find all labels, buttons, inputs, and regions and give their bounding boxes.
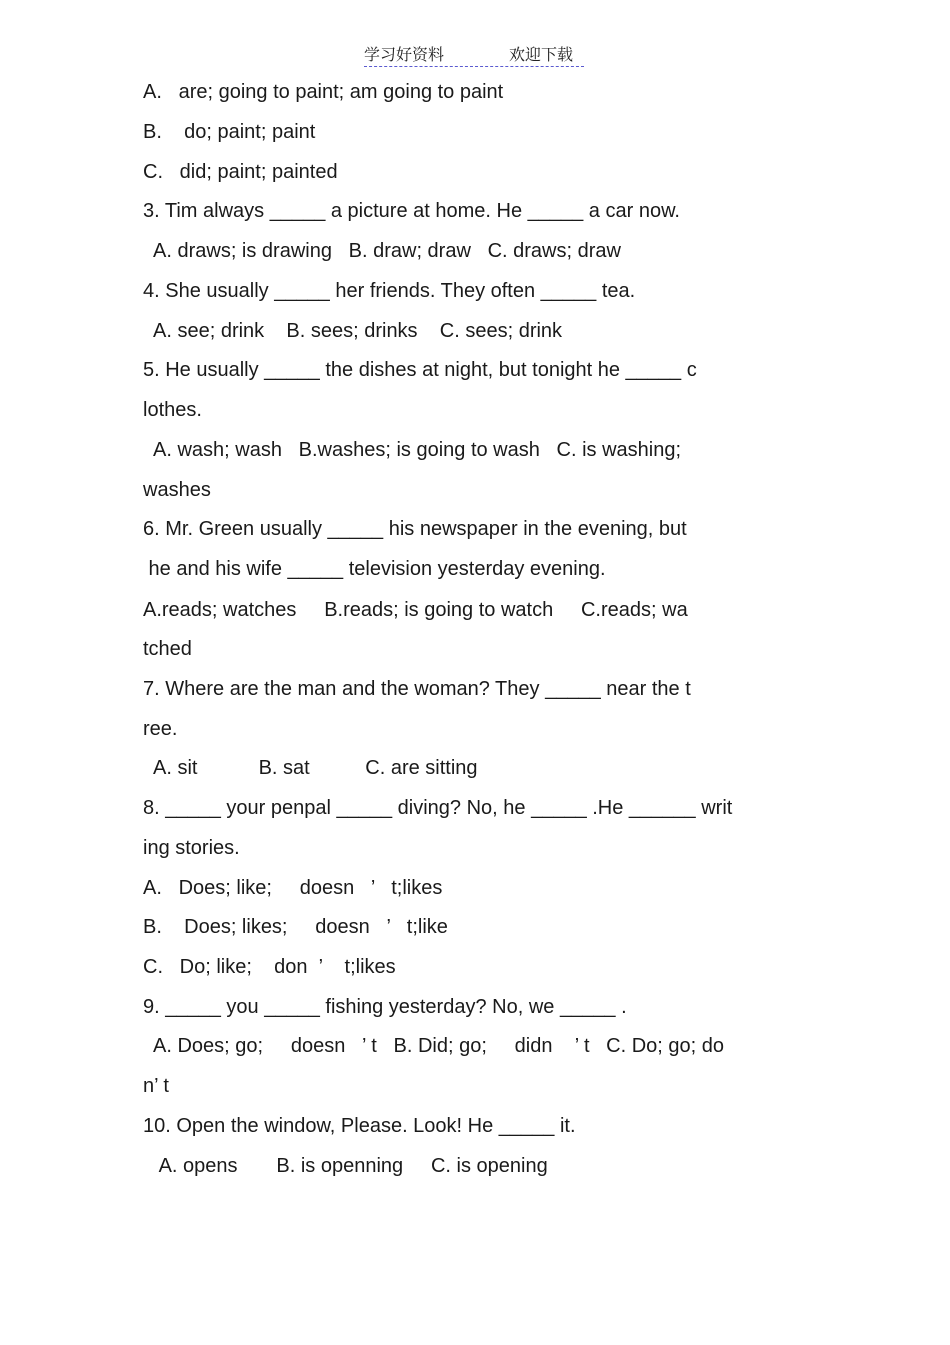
text-line: A. are; going to paint; am going to paint bbox=[143, 81, 504, 103]
text-line: ing stories. bbox=[143, 837, 240, 859]
text-line: C. Do; like; don ’ t;likes bbox=[143, 956, 396, 978]
text-line: tched bbox=[143, 638, 192, 660]
text-line: 6. Mr. Green usually _____ his newspaper in the evening, but bbox=[143, 518, 687, 540]
text-line: washes bbox=[143, 479, 211, 501]
text-line: 7. Where are the man and the woman? They _____ near the t bbox=[143, 678, 691, 700]
text-line: he and his wife _____ television yesterday evening. bbox=[143, 558, 606, 580]
text-line: A. sit B. sat C. are sitting bbox=[143, 757, 478, 779]
text-line: 4. She usually _____ her friends. They often _____ tea. bbox=[143, 280, 636, 302]
text-line: 10. Open the window, Please. Look! He _____ it. bbox=[143, 1115, 576, 1137]
text-line: B. Does; likes; doesn ’ t;like bbox=[143, 916, 448, 938]
text-line: n’ t bbox=[143, 1075, 169, 1097]
text-line: A. opens B. is openning C. is opening bbox=[143, 1155, 548, 1177]
text-line: 5. He usually _____ the dishes at night, but tonight he _____ c bbox=[143, 359, 697, 381]
text-line: A. draws; is drawing B. draw; draw C. draws; draw bbox=[143, 240, 621, 262]
text-line: A.reads; watches B.reads; is going to watch C.reads; wa bbox=[143, 599, 688, 621]
header-left-text: 学习好资料 bbox=[364, 45, 445, 64]
text-line: B. do; paint; paint bbox=[143, 121, 316, 143]
text-line: lothes. bbox=[143, 399, 202, 421]
text-line: 3. Tim always _____ a picture at home. He _____ a car now. bbox=[143, 200, 680, 222]
text-line: 8. _____ your penpal _____ diving? No, he _____ .He ______ writ bbox=[143, 797, 733, 819]
text-line: A. wash; wash B.washes; is going to wash C. is washing; bbox=[143, 439, 682, 461]
header-right-text: 欢迎下载 bbox=[509, 45, 574, 64]
text-line: A. Does; go; doesn ’ t B. Did; go; didn ’ t C. Do; go; do bbox=[143, 1035, 725, 1057]
text-line: A. see; drink B. sees; drinks C. sees; drink bbox=[143, 320, 563, 342]
text-line: ree. bbox=[143, 718, 178, 740]
text-line: A. Does; like; doesn ’ t;likes bbox=[143, 877, 443, 899]
text-line: C. did; paint; painted bbox=[143, 161, 338, 183]
page-header bbox=[364, 42, 584, 67]
text-line: 9. _____ you _____ fishing yesterday? No, we _____ . bbox=[143, 996, 627, 1018]
